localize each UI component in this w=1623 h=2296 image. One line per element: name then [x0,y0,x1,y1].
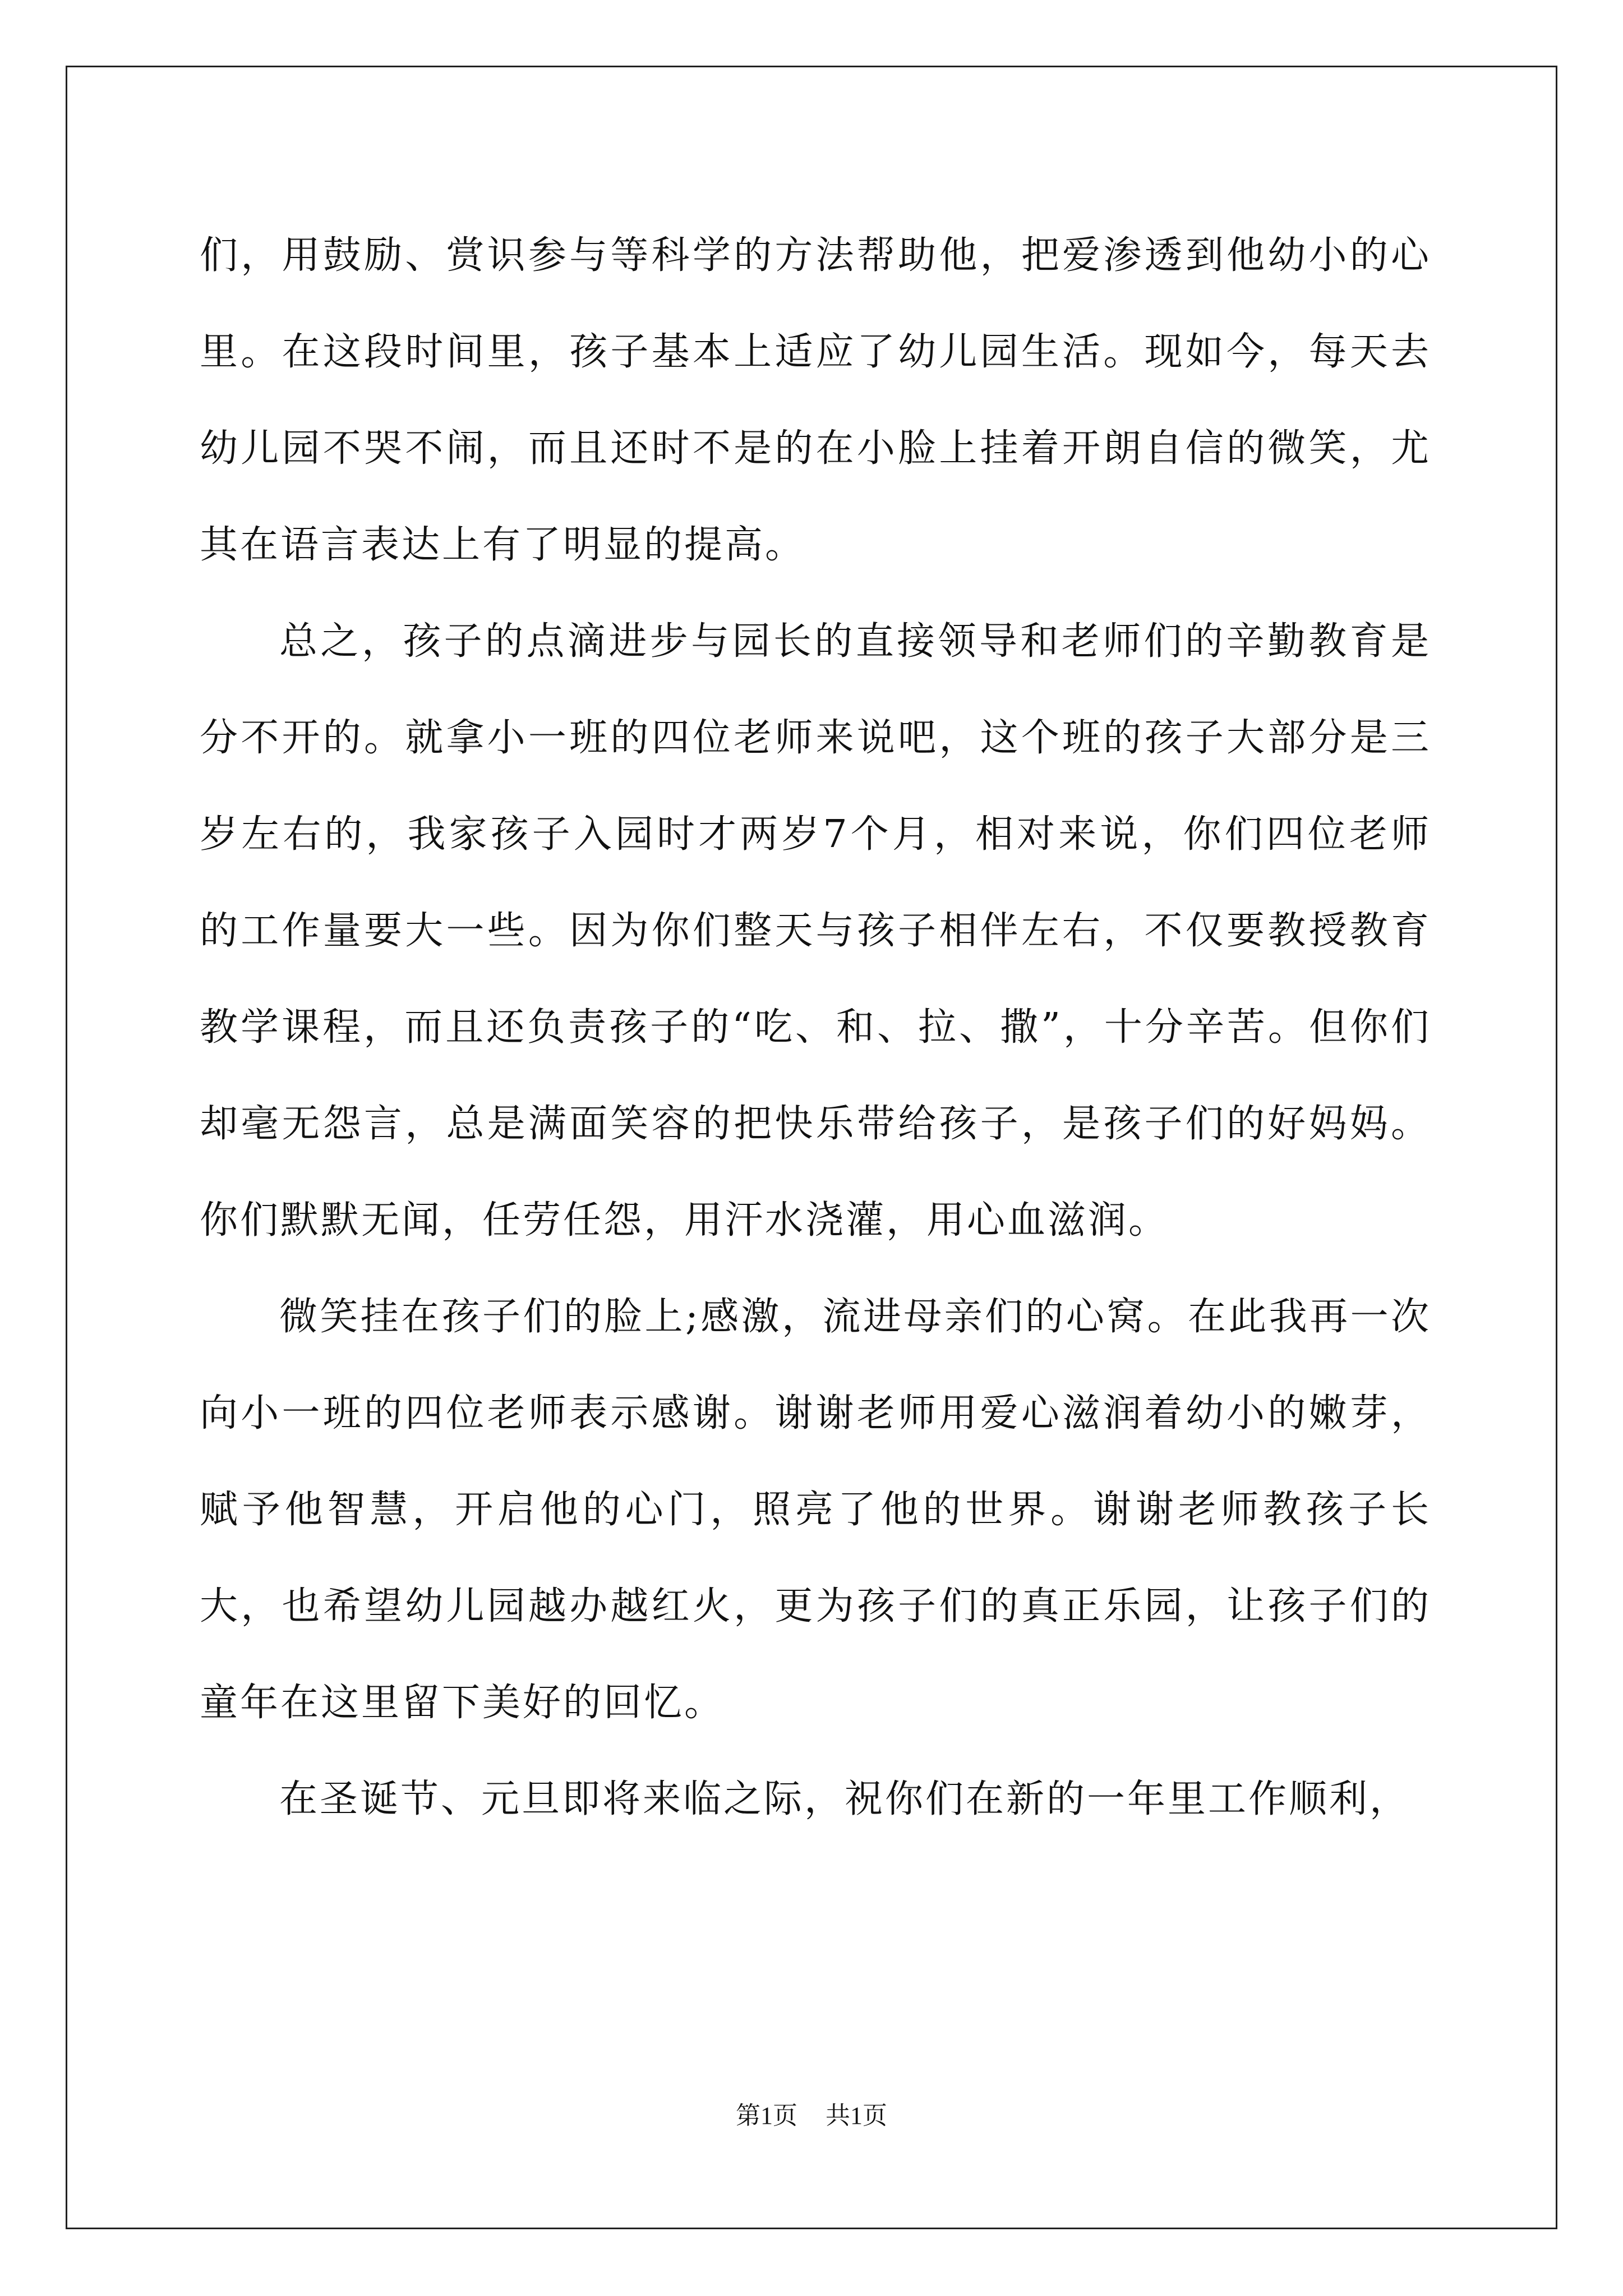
paragraph-2: 总之，孩子的点滴进步与园长的直接领导和老师们的辛勤教育是分不开的。就拿小一班的四位老师来说吧，这个班的孩子大部分是三岁左右的，我家孩子入园时才两岁7个月，相对来说，你们四位老师的工作量要大一些。因为你们整天与孩子相伴左右，不仅要教授教育教学课程，而且还负责孩子的“吃、和、拉、撒”，十分辛苦。但你们却毫无怨言，总是满面笑容的把快乐带给孩子，是孩子们的好妈妈。你们默默无闻，任劳任怨，用汗水浇灌，用心血滋润。 [200,619,1431,1243]
paragraph-4: 在圣诞节、元旦即将来临之际，祝你们在新的一年里工作顺利， [279,1777,1410,1821]
paragraph-1: 们，用鼓励、赏识参与等科学的方法帮助他，把爱渗透到他幼小的心里。在这段时间里，孩子基本上适应了幼儿园生活。现如今，每天去幼儿园不哭不闹，而且还时不是的在小脸上挂着开朗自信的微笑，尤其在语言表达上有了明显的提高。 [200,233,1431,567]
document-body [200,208,1431,1848]
page-total: 共1页 [826,2102,887,2129]
page-footer [0,2095,1623,2131]
page-number: 第1页 [736,2102,797,2129]
paragraph-3: 微笑挂在孩子们的脸上;感激，流进母亲们的心窝。在此我再一次向小一班的四位老师表示感谢。谢谢老师用爱心滋润着幼小的嫩芽，赋予他智慧，开启他的心门，照亮了他的世界。谢谢老师教孩子长大，也希望幼儿园越办越红火，更为孩子们的真正乐园，让孩子们的童年在这里留下美好的回忆。 [200,1295,1431,1725]
